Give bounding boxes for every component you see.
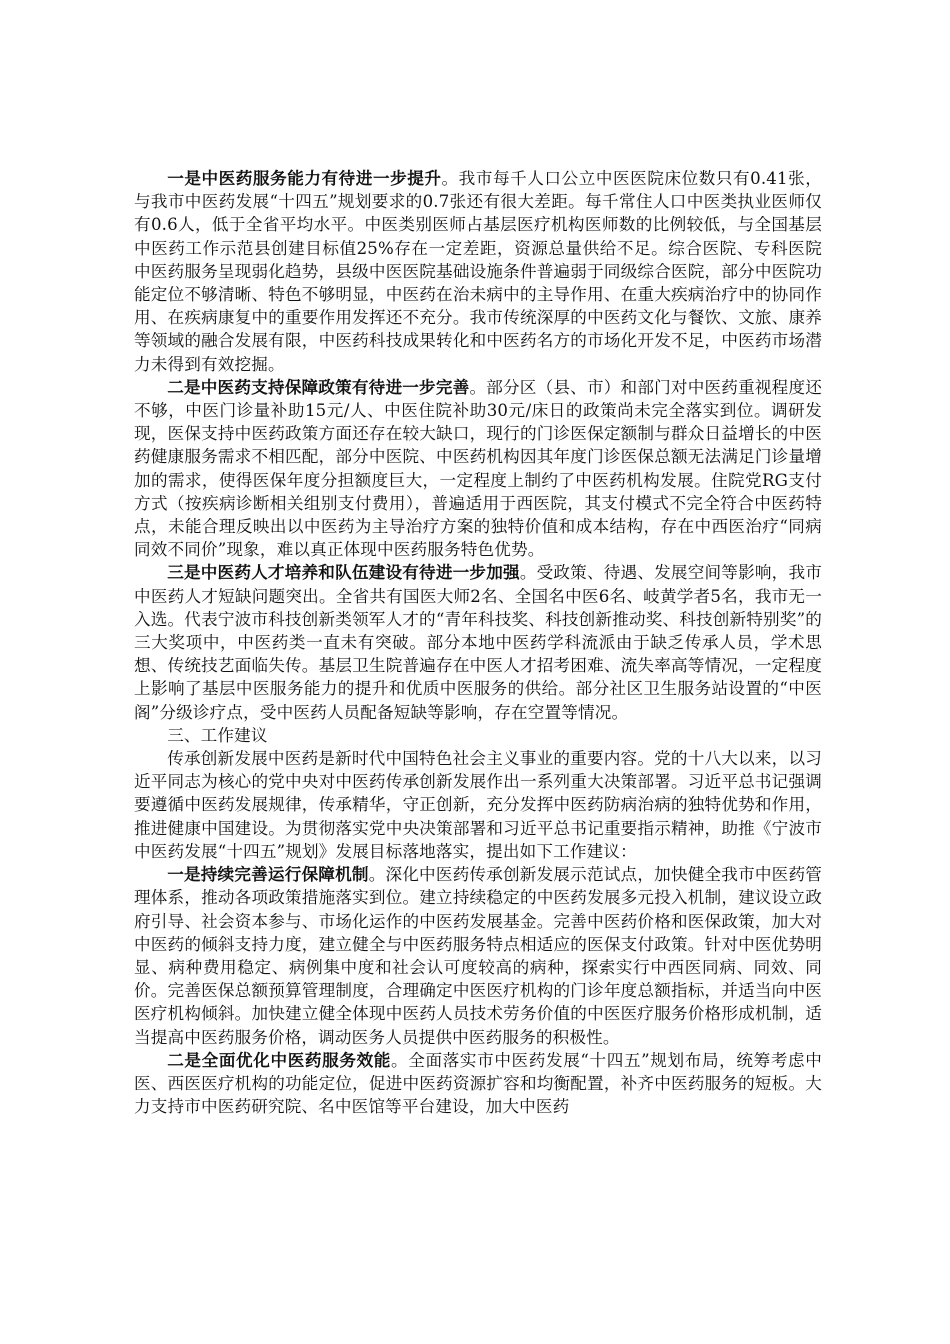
paragraph-body: 。受政策、待遇、发展空间等影响，我市中医药人才短缺问题突出。全省共有国医大师2名、全国名中医6名、岐黄学者5名，我市无一入选。代表宁波市科技创新类领军人才的“青年科技奖、科技创新推动奖、科技创新特别奖”的三大奖项中，中医药类一直未有突破。部分本地中医药学科流派由于缺乏传承人员，学术思想、传统技艺面临失传。基层卫生院普遍存在中医人才招考困难、流失率高等情况，一定程度上影响了基层中医服务能力的提升和优质中医服务的供给。部分社区卫生服务站设置的“中医阁”分级诊疗点，受中医药人员配备短缺等影响，存在空置等情况。	[134, 563, 823, 722]
paragraph-lead: 二是全面优化中医药服务效能	[167, 1049, 392, 1070]
paragraph-suggestion-service	[134, 1049, 822, 1119]
paragraph-body: 。部分区（县、市）和部门对中医药重视程度还不够，中医门诊量补助15元/人、中医住院补助30元/床日的政策尚未完全落实到位。调研发现，医保支持中医药政策方面还存在较大缺口，现行的门诊医保定额制与群众日益增长的中医药健康服务需求不相匹配，部分中医院、中医药机构因其年度门诊医保总额无法满足门诊量增加的需求，使得医保年度分担额度巨大，一定程度上制约了中医药机构发展。住院党RG支付方式（按疾病诊断相关组别支付费用），普遍适用于西医院，其支付模式不完全符合中医药特点，未能合理反映出以中医药为主导治疗方案的独特价值和成本结构，存在中西医治疗“同病同效不同价”现象，难以真正体现中医药服务特色优势。	[134, 377, 823, 560]
paragraph-lead: 二是中医药支持保障政策有待进一步完善	[167, 376, 470, 397]
paragraph-body: 。全面落实市中医药发展“十四五”规划布局，统筹考虑中医、西医医疗机构的功能定位，促进中医药资源扩容和均衡配置，补齐中医药服务的短板。大力支持市中医药研究院、名中医馆等平台建设，加大中医药	[134, 1050, 822, 1117]
paragraph-lead: 一是中医药服务能力有待进一步提升	[167, 168, 442, 188]
paragraph-talent-building	[134, 561, 822, 723]
paragraph-body: 。我市每千人口公立中医医院床位数只有0.41张，与我市中医药发展“十四五”规划要求的0.7张还有很大差距。每千常住人口中医类执业医师仅有0.6人，低于全省平均水平。中医类别医师占基层医疗机构医师数的比例较低，与全国基层中医药工作示范县创建目标值25%存在一定差距，资源总量供给不足。综合医院、专科医院中医药服务呈现弱化趋势，县级中医医院基础设施条件普遍弱于同级综合医院，部分中医院功能定位不够清晰、特色不够明显，中医药在治未病中的主导作用、在重大疾病治疗中的协同作用、在疾病康复中的重要作用发挥还不充分。我市传统深厚的中医药文化与餐饮、文旅、康养等领域的融合发展有限，中医药科技成果转化和中医药名方的市场化开发不足，中医药市场潜力未得到有效挖掘。	[134, 169, 822, 374]
paragraph-intro: 传承创新发展中医药是新时代中国特色社会主义事业的重要内容。党的十八大以来，以习近平同志为核心的党中央对中医药传承创新发展作出一系列重大决策部署。习近平总书记强调要遵循中医药发展规律，传承精华，守正创新，充分发挥中医药防病治病的独特优势和作用，推进健康中国建设。为贯彻落实党中央决策部署和习近平总书记重要指示精神，助推《宁波市中医药发展“十四五”规划》发展目标落地落实，提出如下工作建议：	[134, 749, 822, 861]
paragraph-lead: 一是持续完善运行保障机制	[167, 864, 369, 885]
paragraph-suggestion-mechanism	[134, 863, 822, 1049]
paragraph-lead: 三是中医药人才培养和队伍建设有待进一步加强	[167, 562, 520, 583]
paragraph-body: 。深化中医药传承创新发展示范试点，加快健全我市中医药管理体系，推动各项政策措施落实到位。建立持续稳定的中医药发展多元投入机制，建议设立政府引导、社会资本参与、市场化运作的中医药发展基金。完善中医药价格和医保政策，加大对中医药的倾斜支持力度，建立健全与中医药服务特点相适应的医保支付政策。针对中医优势明显、病种费用稳定、病例集中度和社会认可度较高的病种，探索实行中西医同病、同效、同价。完善医保总额预算管理制度，合理确定中医医疗机构的门诊年度总额指标，并适当向中医医疗机构倾斜。加快建立健全体现中医药人员技术劳务价值的中医医疗服务价格形成机制，适当提高中医药服务价格，调动医务人员提供中医药服务的积极性。	[134, 865, 822, 1047]
paragraph-service-capacity	[134, 167, 822, 376]
section-heading: 三、工作建议	[167, 725, 268, 745]
paragraph-policy-support	[134, 376, 822, 562]
document-page	[134, 167, 822, 1118]
